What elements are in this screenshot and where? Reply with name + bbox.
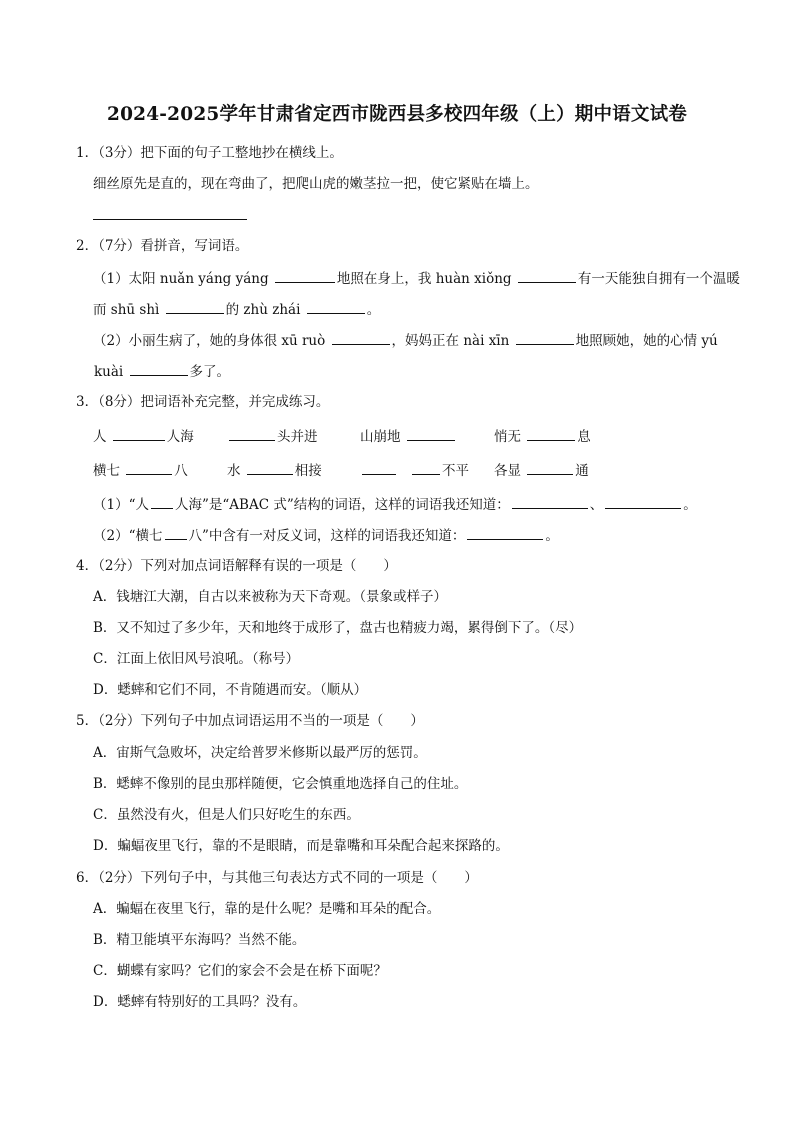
text-segment: （2）小丽生病了，她的身体很 xū ruò (93, 333, 330, 349)
option-d[interactable]: D．蟋蟀和它们不同，不肯随遇而安。（顺从） (93, 682, 368, 698)
question-2-line-2 (93, 299, 380, 320)
blank-yu-kuai[interactable] (130, 361, 188, 376)
idiom-cell (227, 426, 318, 447)
idiom-suffix: 息 (577, 429, 591, 445)
idiom-blank[interactable] (362, 460, 396, 475)
question-6-heading: 6．（2分）下列句子中，与其他三句表达方式不同的一项是（ ） (76, 870, 478, 886)
option-b[interactable]: B．精卫能填平东海吗？当然不能。 (93, 932, 306, 948)
option-b[interactable]: B．蟋蟀不像别的昆虫那样随便，它会慎重地选择自己的住址。 (93, 776, 468, 792)
question-1-heading: 1．（3分）把下面的句子工整地抄在横线上。 (76, 145, 343, 161)
page-title: 2024-2025学年甘肃省定西市陇西县多校四年级（上）期中语文试卷 (107, 104, 687, 125)
idiom-prefix: 水 (227, 463, 245, 479)
idiom-suffix: 通 (575, 463, 589, 479)
option-d[interactable]: D．蟋蟀有特别好的工具吗？没有。 (93, 994, 307, 1010)
blank-huan-xiang[interactable] (518, 268, 576, 283)
blank-shu-shi[interactable] (166, 299, 224, 314)
idiom-blank[interactable] (113, 426, 165, 441)
question-2-line-1 (93, 268, 740, 289)
text-segment: 而 shū shì (93, 302, 164, 318)
option-c[interactable]: C．蝴蝶有家吗？它们的家会不会是在桥下面呢？ (93, 963, 387, 979)
question-1-answer-line[interactable] (93, 219, 247, 220)
option-c[interactable]: C．虽然没有火，但是人们只好吃生的东西。 (93, 807, 360, 823)
question-2-line-4 (94, 361, 230, 382)
text-segment: （1）太阳 nuǎn yáng yáng (93, 271, 273, 287)
idiom-blank[interactable] (247, 460, 293, 475)
option-a[interactable]: A．钱塘江大潮，自古以来被称为天下奇观。（景象或样子） (93, 589, 447, 605)
text-segment: 八”中含有一对反义词，这样的词语我还知道： (188, 528, 466, 544)
text-segment: 地照在身上，我 huàn xiǒng (336, 271, 516, 287)
question-3-sub-1 (93, 494, 697, 515)
idiom-suffix: 相接 (294, 463, 322, 479)
answer-blank[interactable] (467, 525, 543, 540)
blank-nuan-yang-yang[interactable] (275, 268, 335, 283)
text-segment: 、 (589, 497, 604, 513)
idiom-blank[interactable] (229, 426, 275, 441)
idiom-cell (494, 426, 591, 447)
idiom-prefix: 人 (93, 429, 111, 445)
answer-blank[interactable] (605, 494, 681, 509)
option-d[interactable]: D．蝙蝠夜里飞行，靠的不是眼睛，而是靠嘴和耳朵配合起来探路的。 (93, 838, 509, 854)
text-segment: 。 (366, 302, 381, 318)
question-3-sub-2 (93, 525, 559, 546)
idiom-suffix: 八 (174, 463, 188, 479)
idiom-prefix: 悄无 (494, 429, 526, 445)
blank-zhu-zhai[interactable] (307, 299, 365, 314)
idiom-cell (360, 460, 398, 481)
text-segment: （2）“横七 (93, 528, 163, 544)
idiom-prefix: 各显 (494, 463, 526, 479)
blank[interactable] (165, 525, 187, 540)
blank[interactable] (151, 494, 173, 509)
idiom-cell (93, 426, 194, 447)
text-segment: 有一天能独自拥有一个温暖 (577, 271, 740, 287)
option-a[interactable]: A．蝙蝠在夜里飞行，靠的是什么呢？是嘴和耳朵的配合。 (93, 901, 441, 917)
text-segment: kuài (94, 364, 128, 380)
text-segment: 。 (683, 497, 697, 513)
answer-blank[interactable] (512, 494, 588, 509)
idiom-blank[interactable] (412, 460, 440, 475)
option-b[interactable]: B．又不知过了多少年，天和地终于成形了，盘古也精疲力竭，累得倒下了。（尽） (93, 620, 583, 636)
question-2-line-3 (93, 330, 718, 351)
blank-xu-ruo[interactable] (332, 330, 390, 345)
idiom-prefix: 山崩地 (360, 429, 405, 445)
question-4-heading: 4．（2分）下列对加点词语解释有误的一项是（ ） (76, 558, 397, 574)
idiom-blank[interactable] (407, 426, 455, 441)
idiom-prefix: 横七 (93, 463, 125, 479)
idiom-cell (93, 460, 188, 481)
idiom-cell (410, 460, 469, 481)
idiom-blank[interactable] (126, 460, 172, 475)
option-c[interactable]: C．江面上依旧风号浪吼。（称号） (93, 651, 300, 667)
idiom-cell (360, 426, 457, 447)
idiom-blank[interactable] (527, 460, 573, 475)
idiom-suffix: 人海 (166, 429, 194, 445)
text-segment: ，妈妈正在 nài xīn (391, 333, 514, 349)
option-a[interactable]: A．宙斯气急败坏，决定给普罗米修斯以最严厉的惩罚。 (93, 745, 427, 761)
idiom-cell (227, 460, 322, 481)
text-segment: 。 (545, 528, 559, 544)
idiom-cell (494, 460, 589, 481)
idiom-suffix: 不平 (442, 463, 469, 479)
blank-nai-xin[interactable] (516, 330, 574, 345)
question-1-sentence: 细丝原先是直的，现在弯曲了，把爬山虎的嫩茎拉一把，使它紧贴在墙上。 (93, 176, 539, 192)
idiom-blank[interactable] (527, 426, 575, 441)
text-segment: 的 zhù zhái (225, 302, 305, 318)
text-segment: 人海”是“ABAC 式”结构的词语，这样的词语我还知道： (175, 497, 510, 513)
text-segment: 多了。 (189, 364, 231, 380)
question-2-heading: 2．（7分）看拼音，写词语。 (76, 238, 249, 254)
text-segment: 地照顾她，她的心情 yú (575, 333, 718, 349)
text-segment: （1）“人 (93, 497, 149, 513)
question-5-heading: 5．（2分）下列句子中加点词语运用不当的一项是（ ） (76, 713, 424, 729)
question-3-heading: 3．（8分）把词语补充完整，并完成练习。 (76, 394, 330, 410)
idiom-suffix: 头并进 (277, 429, 318, 445)
